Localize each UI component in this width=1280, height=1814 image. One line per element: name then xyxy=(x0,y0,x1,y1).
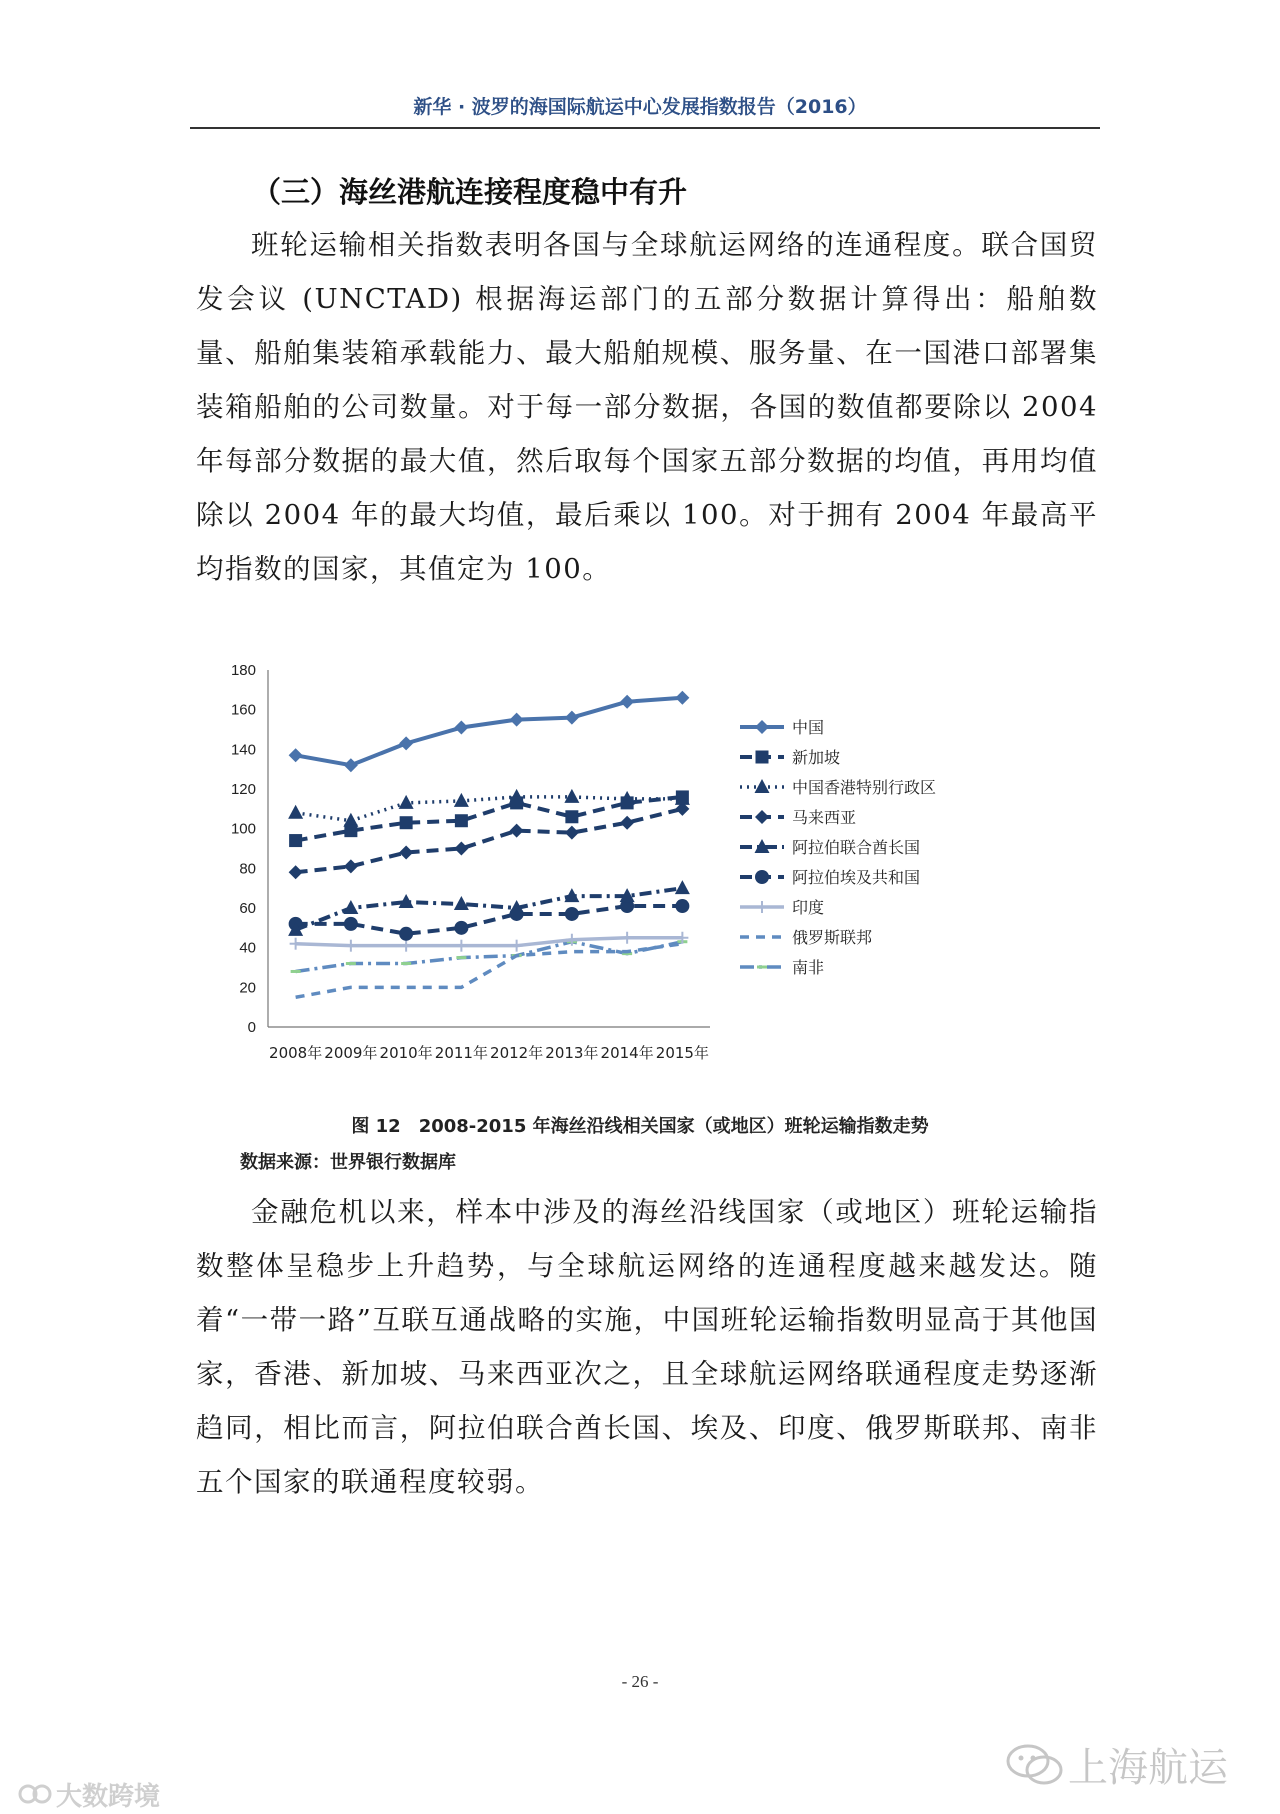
x-tick-label: 2012年 xyxy=(490,1044,544,1062)
data-point xyxy=(565,711,579,725)
data-point xyxy=(675,880,690,894)
y-tick-label: 60 xyxy=(239,900,256,917)
data-point xyxy=(565,826,579,840)
logo-icon xyxy=(18,1781,52,1814)
watermark-right-text: 上海航运 xyxy=(1068,1745,1228,1791)
legend-marker xyxy=(755,779,770,793)
legend-label: 阿拉伯联合酋长国 xyxy=(792,838,921,857)
series-line xyxy=(296,938,683,946)
data-point xyxy=(344,859,358,873)
data-point xyxy=(399,845,413,859)
line-chart xyxy=(180,640,1100,1100)
legend-label: 中国 xyxy=(792,718,825,737)
data-point xyxy=(289,865,303,879)
data-point xyxy=(565,907,579,921)
data-point xyxy=(454,921,468,935)
y-tick-label: 100 xyxy=(230,820,256,838)
body-paragraph-1: 班轮运输相关指数表明各国与全球航运网络的连通程度。联合国贸发会议 (UNCTAD) 根据海运部门的五部分数据计算得出：船舶数量、船舶集装箱承载能力、最大船舶规模、服务量、在一国港口部署集装箱船舶的公司数量。对于每一部分数据，各国的数值都要除以 2004 年每部分数据的最大值，然后取每个国家五部分数据的均值，再用均值除以 2004 年的最大均值，最后乘以 100。对于拥有 2004 年最高平均指数的国家，其值定为 100。 xyxy=(196,229,1098,585)
data-point xyxy=(565,810,578,823)
data-point xyxy=(620,816,634,830)
legend-label: 新加坡 xyxy=(792,748,841,767)
x-tick-label: 2013年 xyxy=(545,1044,599,1062)
data-point xyxy=(455,814,468,827)
y-tick-label: 120 xyxy=(230,781,256,798)
data-point xyxy=(676,790,689,803)
page-number: - 26 - xyxy=(621,1672,659,1691)
series-line xyxy=(296,698,683,765)
data-point xyxy=(344,917,358,931)
figure-source: 数据来源：世界银行数据库 xyxy=(240,1152,456,1173)
data-point xyxy=(344,758,358,772)
data-point xyxy=(675,691,689,705)
data-point xyxy=(343,900,358,914)
y-tick-label: 0 xyxy=(247,1019,256,1036)
y-tick-label: 20 xyxy=(239,979,256,997)
figure-caption: 图 12 2008-2015 年海丝沿线相关国家（或地区）班轮运输指数走势 xyxy=(351,1116,929,1137)
series-line xyxy=(296,944,683,998)
x-tick-label: 2011年 xyxy=(434,1044,488,1062)
legend-marker xyxy=(755,810,769,824)
watermark-dashu xyxy=(18,1776,160,1814)
data-point xyxy=(621,796,634,809)
legend-marker xyxy=(755,720,769,734)
data-point xyxy=(399,927,413,941)
legend-label: 印度 xyxy=(792,898,825,917)
data-point xyxy=(675,899,689,913)
data-point xyxy=(510,824,524,838)
data-point xyxy=(289,748,303,762)
wechat-icon xyxy=(1006,1743,1064,1797)
legend-marker xyxy=(755,870,769,884)
section-title: （三）海丝港航连接程度稳中有升 xyxy=(252,175,688,209)
x-tick-label: 2010年 xyxy=(379,1044,433,1062)
watermark-left-text: 大数跨境 xyxy=(56,1782,161,1812)
data-point xyxy=(399,736,413,750)
body-paragraph-2: 金融危机以来，样本中涉及的海丝沿线国家（或地区）班轮运输指数整体呈稳步上升趋势，与全球航运网络的连通程度越来越发达。随着“一带一路”互联互通战略的实施，中国班轮运输指数明显高于其他国家，香港、新加坡、马来西亚次之，且全球航运网络联通程度走势逐渐趋同，相比而言，阿拉伯联合酋长国、埃及、印度、俄罗斯联邦、南非五个国家的联通程度较弱。 xyxy=(196,1196,1098,1498)
y-tick-label: 40 xyxy=(239,939,256,957)
legend-label: 南非 xyxy=(792,958,825,977)
data-point xyxy=(564,888,579,902)
legend-label: 阿拉伯埃及共和国 xyxy=(792,868,921,887)
watermark-shanghai-shipping xyxy=(1006,1736,1228,1797)
legend-label: 俄罗斯联邦 xyxy=(792,928,873,947)
legend-label: 马来西亚 xyxy=(792,808,857,827)
y-tick-label: 180 xyxy=(230,662,256,679)
report-header-title: 新华 · 波罗的海国际航运中心发展指数报告（2016） xyxy=(413,96,867,118)
data-point xyxy=(620,695,634,709)
legend-label: 中国香港特别行政区 xyxy=(792,778,937,797)
data-point xyxy=(510,713,524,727)
data-point xyxy=(454,842,468,856)
legend-marker xyxy=(756,751,769,764)
x-tick-label: 2014年 xyxy=(600,1044,654,1062)
y-tick-label: 160 xyxy=(230,701,256,719)
data-point xyxy=(454,721,468,735)
data-point xyxy=(400,816,413,829)
x-tick-label: 2008年 xyxy=(269,1044,323,1062)
x-tick-label: 2009年 xyxy=(324,1044,378,1062)
data-point xyxy=(288,805,303,819)
data-point xyxy=(454,793,469,807)
data-point xyxy=(289,834,302,847)
header-divider xyxy=(190,127,1100,129)
data-point xyxy=(344,824,357,837)
y-tick-label: 80 xyxy=(239,860,256,878)
y-tick-label: 140 xyxy=(230,741,256,759)
x-tick-label: 2015年 xyxy=(655,1044,709,1062)
data-point xyxy=(510,796,523,809)
